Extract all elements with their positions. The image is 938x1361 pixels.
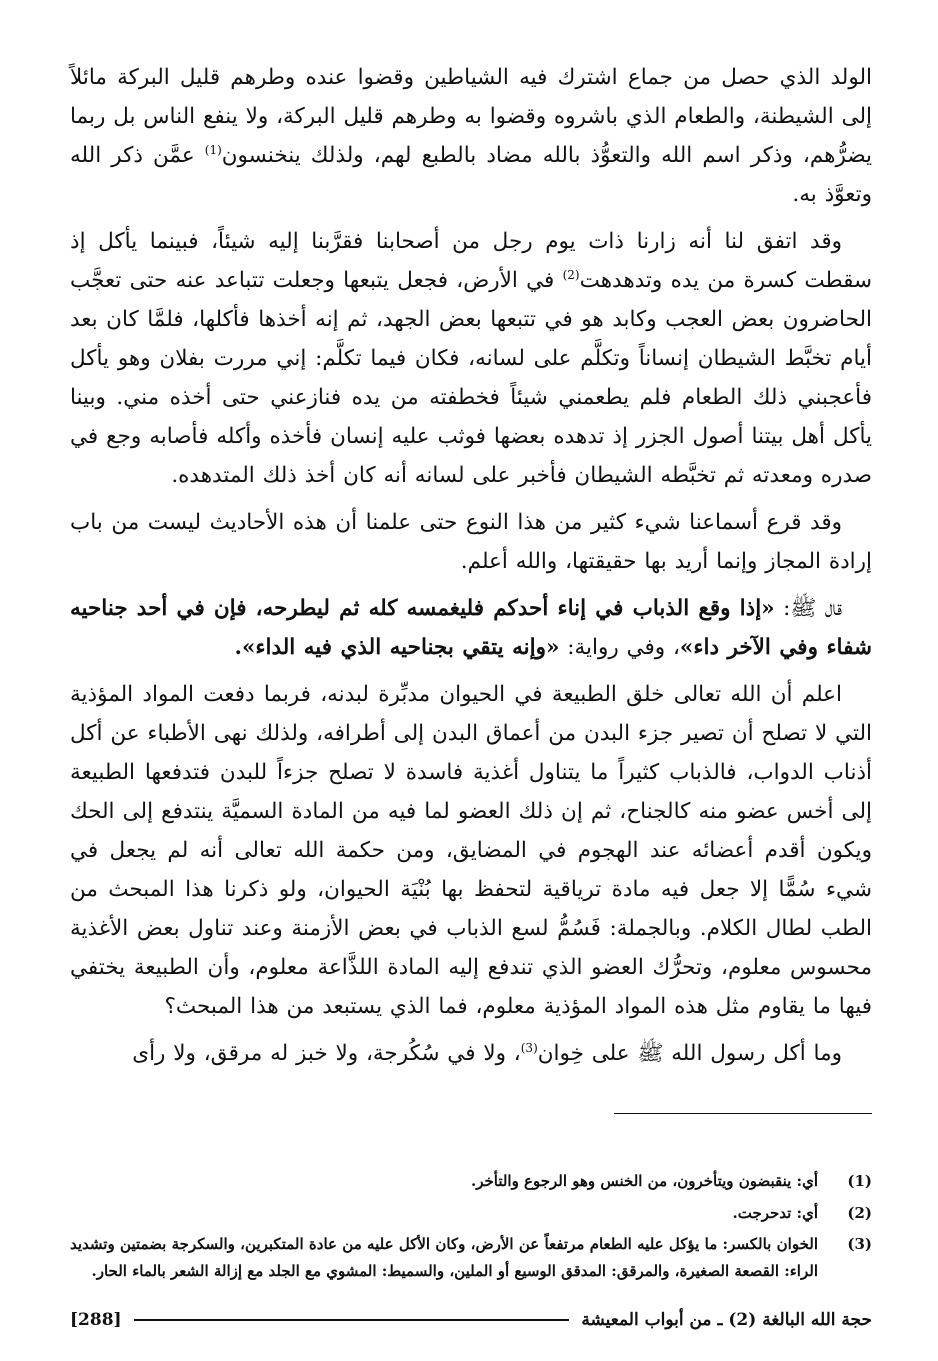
footnote-number: (1)	[847, 1172, 872, 1190]
running-title: حجة الله البالغة (2) ـ من أبواب المعيشة	[581, 1310, 872, 1330]
footnote-text: أي: تدحرجت.	[732, 1203, 818, 1222]
hadith-quote-1: «إذا وقع الذباب في إناء أحدكم فليغمسه كله ثم ليطرحه، فإن في أحد جناحيه شفاء وفي الآخر داء»	[70, 596, 872, 660]
paragraph-6	[70, 1034, 872, 1073]
page-footer	[70, 1305, 872, 1335]
footnote-item	[70, 1200, 872, 1227]
footnote-item	[70, 1231, 872, 1284]
paragraph-2-end: في الأرض، فجعل يتبعها وجعلت تتباعد عنه حتى تعجَّب الحاضرون بعض العجب وكابد هو في تتبعها بعض الجهد، ثم إنه أخذها فأكلها، فلمَّا كان بعد أيام تخبَّط الشيطان إنساناً وتكلَّم على لسانه، فكان فيما تكلَّم: إني مررت بفلان وهو يأكل فأعجبني ذلك الطعام فلم يطعمني شيئاً فخطفته من يده فنازعني حتى أخذه مني. وبينا يأكل أهل بيتنا أصول الجزر إذ تدهده بعضها فوثب عليه إنسان فأخذه وأكله فأصابه وجع في صدره ومعدته ثم تخبَّطه الشيطان فأخبر على لسانه أنه كان أخذ ذلك المتدهده.	[70, 268, 872, 488]
footnote-number: (2)	[847, 1203, 872, 1222]
paragraph-2	[70, 222, 872, 495]
main-text	[70, 58, 872, 1073]
footer-rule	[134, 1319, 570, 1321]
footnote-list	[70, 1168, 872, 1284]
paragraph-1-text: الولد الذي حصل من جماع اشترك فيه الشياطين وقضوا عنده وطرهم قليل البركة مائلاً إلى الشيطنة، والطعام الذي باشروه وقضوا به وطرهم قليل البركة، ولا ينفع الناس بل ربما يضرُّهم، وذكر اسم الله والتعوُّذ بالله مضاد بالطبع لهم، ولذلك ينخنسون	[70, 65, 872, 168]
hadith-intro: قال ﷺ:	[774, 596, 842, 621]
document-page	[70, 58, 872, 1338]
paragraph-6-end: ، ولا في سُكُرجة، ولا خبز له مرقق، ولا رأى	[132, 1041, 521, 1066]
footnote-text: أي: ينقبضون ويتأخرون، من الخنس وهو الرجوع والتأخر.	[470, 1172, 818, 1190]
footnote-item	[70, 1168, 872, 1195]
paragraph-3: وقد قرع أسماعنا شيء كثير من هذا النوع حتى علمنا أن هذه الأحاديث ليست من باب إرادة المجاز وإنما أريد بها حقيقتها، والله أعلم.	[70, 510, 872, 574]
page-number: [288]	[70, 1310, 122, 1330]
footnote-text: الخوان بالكسر: ما يؤكل عليه الطعام مرتفعاً عن الأرض، وكان الأكل عليه من عادة المتكبرين، والسكرجة بضمتين وتشديد الراء: القصعة الصغيرة، والمرقق: المدقق الوسيع أو الملين، والسميط: المشوي مع الجلد مع إزالة الشعر بالماء الحار.	[70, 1235, 818, 1280]
paragraph-1	[70, 58, 872, 214]
paragraph-1-end: عمَّن ذكر الله وتعوَّذ به.	[70, 143, 872, 207]
hadith-paragraph	[70, 589, 872, 667]
footnote-ref-2[interactable]: (2)	[562, 267, 580, 282]
paragraph-5: اعلم أن الله تعالى خلق الطبيعة في الحيوان مدبِّرة لبدنه، فربما دفعت المواد المؤذية التي لا تصلح أن تصير جزء البدن من أعماق البدن إلى أطرافه، ولذلك نهى الأطباء عن أكل أذناب الدواب، فالذباب كثيراً ما يتناول أغذية فاسدة لا تصلح جزءاً للبدن فتدفعها الطبيعة إلى أخس عضو منه كالجناح، ثم إن ذلك العضو لما فيه من المادة السميَّة ينتدفع إلى الحك ويكون أقدم أعضائه عند الهجوم في المضايق، ومن حكمة الله تعالى أنه لم يجعل في شيء سُمًّا إلا جعل فيه مادة ترياقية لتحفظ بها بُنْيَة الحيوان، ولو ذكرنا هذا المبحث من الطب لطال الكلام. وبالجملة: فَسُمُّ لسع الذباب في بعض الأزمنة وعند تناول بعض الأغذية محسوس معلوم، وتحرُّك العضو الذي تندفع إليه المادة اللذَّاعة معلوم، وأن الطبيعة يختفي فيها ما يقاوم مثل هذه المواد المؤذية معلوم، فما الذي يستبعد من هذا المبحث؟	[70, 682, 872, 1019]
footnote-ref-3[interactable]: (3)	[520, 1040, 538, 1055]
footnote-number: (3)	[847, 1235, 872, 1253]
footnote-ref-1[interactable]: (1)	[204, 142, 222, 157]
paragraph-2-start: وقد اتفق لنا أنه زارنا ذات يوم رجل من أصحابنا فقرَّبنا إليه شيئاً، فبينما يأكل إذ سقطت كسرة من يده وتدهدهت	[70, 229, 872, 293]
paragraph-6-start: وما أكل رسول الله ﷺ على خِوان	[537, 1041, 842, 1066]
footnote-divider	[614, 1113, 872, 1114]
hadith-connector: ، وفي رواية:	[559, 635, 680, 660]
hadith-quote-2: «وإنه يتقي بجناحيه الذي فيه الداء».	[234, 635, 560, 660]
